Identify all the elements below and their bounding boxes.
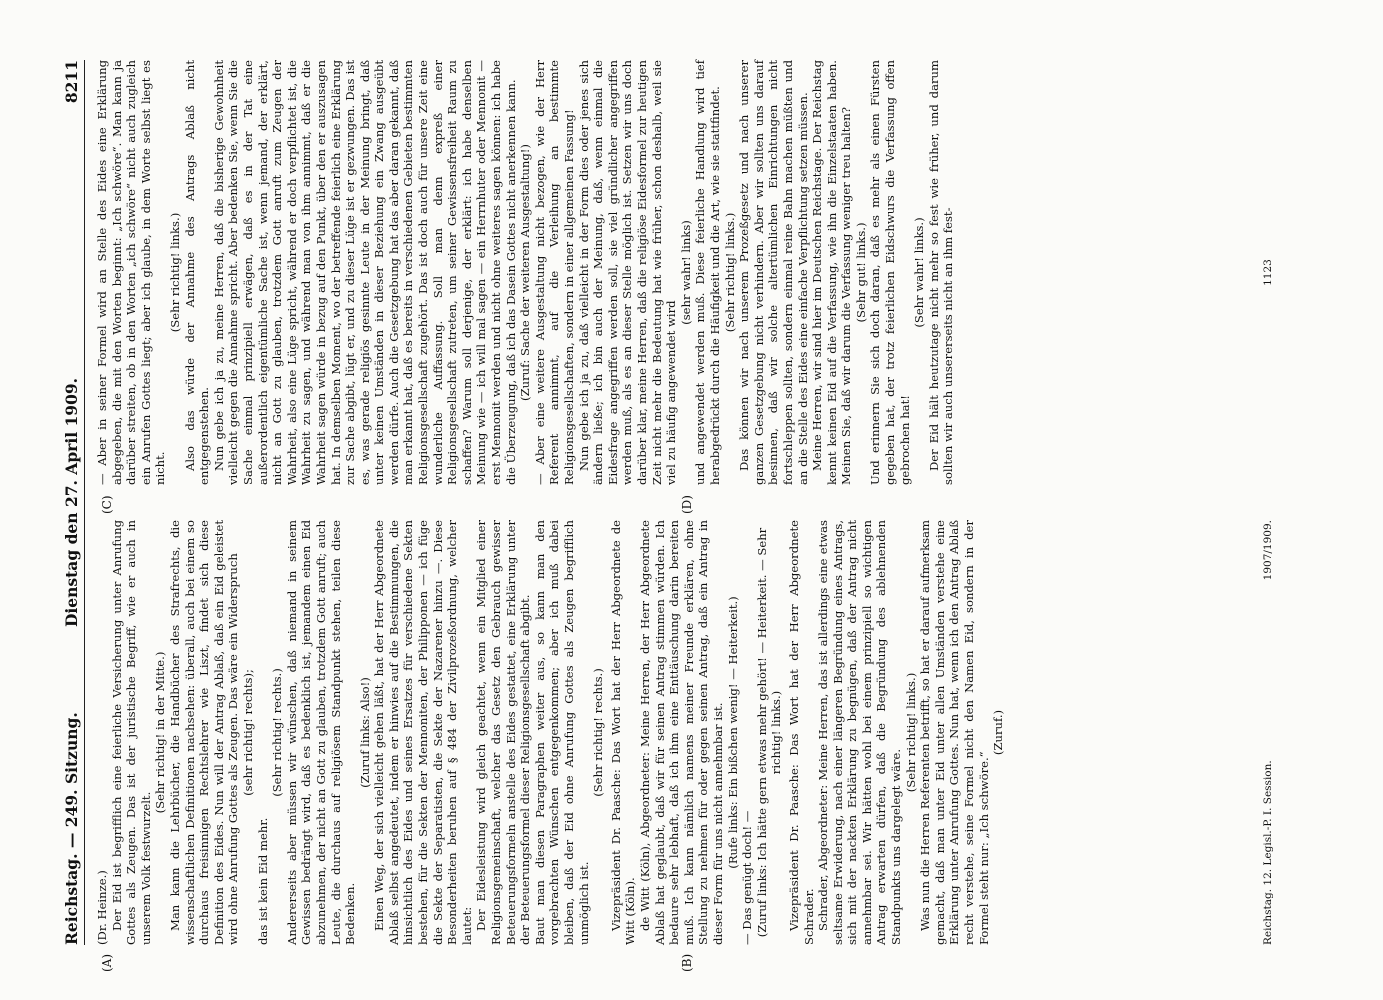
page-header bbox=[62, 60, 85, 945]
paragraph: Einen Weg, der sich vielleicht gehen läßt, hat der Herr Abgeordnete Ablaß selbst angedeutet, indem er hinwies auf die Bestimmungen, die hinsichtlich des Eides und seines Ersatzes für verschiedene Sekten bestehen, für die Sekten der Mennoniten, der Philipponen — ich füge die Sekte der Separatisten, die Sekte der Nazarener hinzu —. Diese Besonderheiten beruhen auf § 484 der Zivilprozeßordnung, welcher lautet: bbox=[372, 520, 474, 945]
paragraph: — Das genügt doch! — bbox=[740, 810, 755, 945]
paragraph: und angewendet werden muß. Diese feierliche Handlung wird tief herabgedrückt durch die Häufigkeit und die Art, wie sie stattfindet. bbox=[693, 60, 722, 485]
paragraph: Das können wir nach unserem Prozeßgesetz und nach unserer ganzen Gesetzgebung nicht verhindern. Aber wir sollten uns darauf besinnen, daß wir solche altertümlichen Einrichtungen nicht fortschleppen sollten, sondern einmal reine Bahn machen müßten und an die Stelle des Eides eine einfache Verpflichtung setzen müssen. bbox=[737, 60, 810, 485]
paragraph: (Sehr gut! links.) bbox=[853, 222, 868, 323]
paragraph: (Zuruf links: Also!) bbox=[357, 677, 372, 788]
paragraph: Und erinnern Sie sich doch daran, daß es mehr als einen Fürsten gegeben hat, der trotz feierlichen Eidschwurs die Verfassung offen gebrochen hat! bbox=[868, 60, 912, 485]
paragraph: Vizepräsident Dr. Paasche: Das Wort hat der Herr Abgeordnete Schrader. bbox=[786, 520, 816, 945]
paragraph: (Sehr richtig! rechts.) bbox=[270, 668, 285, 797]
paragraph: Andererseits aber müssen wir wünschen, daß niemand in seinem Gewissen bedrängt wird, daß es bedenklich ist, jemandem einen Eid abzunehmen, der nicht an Gott zu glauben, trotzdem Gott anruft; auch Leute, die durchaus auf religiösem Standpunkt stehen, teilen diese Bedenken. bbox=[284, 520, 358, 945]
paragraph: das ist kein Eid mehr. bbox=[255, 817, 270, 945]
paragraph: (Sehr richtig! in der Mitte.) bbox=[153, 651, 168, 814]
paragraph: (Sehr richtig! links.) bbox=[722, 212, 737, 333]
paragraph: Also das würde der Annahme des Antrags Ablaß nicht entgegenstehen. bbox=[182, 60, 212, 485]
paragraph: Der Eidesleistung wird gleich geachtet, wenn ein Mitglied einer Religionsgemeinschaft, welcher das Gesetz den Gebrauch gewisser Beteuerungsformeln anstelle des Eides gestattet, eine Erklärung unter der Beteuerungsformel dieser Religionsgesellschaft abgibt. bbox=[474, 520, 533, 945]
paragraph: (Sehr richtig! links.) bbox=[903, 672, 918, 793]
paragraph: Nun gebe ich ja zu, meine Herren, daß die bisherige Gewohnheit vielleicht gegen die Annahme spricht. Aber bedenken Sie, wenn Sie die Sache einmal prinzipiell erwägen, daß es in der Tat eine außerordentlich eigentümliche Sache ist, wenn jemand, der erklärt, nicht an Gott zu glauben, trotzdem Gott anruft zum Zeugen der Wahrheit, also eine Lüge spricht, während er doch verpflichtet ist, die Wahrheit zu sagen, und während man von ihm annimmt, daß er die Wahrheit sagen würde in bezug auf den Punkt, über den er auszusagen hat. In demselben Moment, wo der betreffende feierlich eine Erklärung zur Sache abgibt, lügt er, und zu dieser Lüge ist er gezwungen. Das ist es, was gerade religiös gesinnte Leute in der Meinung bringt, daß unter keinen Umständen in dieser Beziehung ein Zwang ausgeübt werden dürfe. Auch die Gesetzgebung hat das aber daran gekannt, daß man erkannt hat, daß es bereits in verschiedenen Gebieten bestimmten Religionsgesellschaft zugehört. Das ist doch auch für unsere Zeit eine wunderliche Auffassung. Soll man denn expreß einer Religionsgesellschaft zutreten, um seiner Gewissensfreiheit Raum zu schaffen? Warum soll derjenige, der erklärt: ich habe denselben Meinung wie — ich will mal sagen — ein Herrnhuter oder Mennonit — erst Mennonit werden und nicht ohne weiteres sagen können: ich habe die Überzeugung, daß ich das Dasein Gottes nicht anerkennen kann. bbox=[211, 60, 518, 485]
paragraph: (Zuruf: Sache der weiteren Ausgestaltung!) bbox=[518, 144, 533, 401]
paragraph: — Aber eine weitere Ausgestaltung nicht bezogen, wie der Herr Referent annimmt, auf die Verleihung an bestimmte Religionsgesellschaften, sondern in einer allgemeinen Fassung! bbox=[532, 60, 576, 485]
paragraph: Der Eid hält heutzutage nicht mehr so fest wie früher, und darum sollten wir auch unsererseits nicht an ihm fest- bbox=[926, 60, 956, 485]
page-number: 8211 bbox=[62, 60, 81, 104]
footer-sheet-number: 1123 bbox=[1262, 259, 1274, 286]
footer-legislature: Reichstag. 12. Legisl.-P. I. Session. bbox=[1262, 760, 1274, 945]
margin-marker-c: (C) bbox=[100, 495, 114, 514]
paragraph: Man kann die Lehrbücher, die Handbücher des Strafrechts, die wissenschaftlichen Definitionen nachsehen: überall, auch bei einem so durchaus freisinnigen Rechtslehrer wie Liszt, findet sich diese Definition des Eides. Nun will der Antrag Ablaß, daß ein Eid geleistet wird ohne Anrufung Gottes als Zeugen. Das wäre ein Widerspruch bbox=[167, 520, 241, 945]
paragraph: Was nun die Herren Referenten betrifft, so hat er darauf aufmerksam gemacht, daß man unter Eid unter allen Umständen verstehe eine Erklärung unter Anrufung Gottes. Nun hat, wenn ich den Antrag Ablaß recht verstehe, seine Formel nicht den Namen Eid, sondern in der Formel steht nur: „Ich schwöre.“ bbox=[918, 520, 991, 945]
header-date: Dienstag den 27. April 1909. bbox=[62, 377, 81, 628]
paragraph: (Rufe links: Ein bißchen wenig! — Heiterkeit.) bbox=[725, 596, 740, 869]
footer-session bbox=[1262, 520, 1274, 945]
left-text-column bbox=[95, 520, 1006, 945]
paragraph: (Sehr richtig! links.) bbox=[167, 212, 182, 333]
paragraph: (sehr richtig! rechts); bbox=[240, 669, 255, 796]
paragraph: de Witt (Köln), Abgeordneter: Meine Herren, der Herr Abgeordnete Ablaß hat geglaubt, daß wir für seinen Antrag stimmen würden. Ich bedaure sehr lebhaft, daß ich ihm eine Enttäuschung darin bereiten muß. Ich kann nämlich namens meiner Freunde erklären, ohne Stellung zu nehmen für oder gegen seinen Antrag, daß ein Antrag in dieser Form für uns nicht annehmbar ist. bbox=[637, 520, 725, 945]
paragraph: (Sehr wahr! links.) bbox=[912, 217, 927, 328]
footer-years: 1907/1909. bbox=[1262, 520, 1274, 581]
paragraph: (Zuruf links: Ich hätte gern etwas mehr gehört! — Heiterkeit. — Sehr richtig! links.) bbox=[754, 527, 784, 938]
paragraph: Schrader, Abgeordneter: Meine Herren, das ist allerdings eine etwas seltsame Erwiderung, nach einer längeren Begründung eines Antrags, sich mit der nackten Erklärung zu begnügen, daß der Antrag nicht annehmbar sei. Wir hätten wohl bei einem prinzipiell so wichtigen Antrag erwarten dürfen, daß die Begründung des ablehnenden Standpunkts uns dargelegt wäre. bbox=[816, 520, 904, 945]
header-left: Reichstag. — 249. Sitzung. bbox=[62, 712, 81, 945]
paragraph: (Dr. Heinze.) bbox=[95, 870, 109, 945]
paragraph: — Aber in seiner Formel wird an Stelle des Eides eine Erklärung abgegeben, die mit den Worten beginnt: „Ich schwöre“. Man kann ja darüber streiten, ob in den Worten „ich schwöre“ nicht auch zugleich ein Anrufen Gottes liegt; aber ich glaube, in dem Worte selbst liegt es nicht. bbox=[95, 60, 168, 485]
paragraph: Baut man diesen Paragraphen weiter aus, so kann man den vorgebrachten Wünschen entgegenkommen; aber ich muß dabei bleiben, daß der Eid ohne Anrufung Gottes als Zeugen begrifflich unmöglich ist. bbox=[532, 520, 591, 945]
margin-marker-a: (A) bbox=[100, 953, 114, 972]
margin-marker-d: (D) bbox=[680, 495, 694, 514]
margin-marker-b: (B) bbox=[680, 953, 694, 972]
paragraph: Vizepräsident Dr. Paasche: Das Wort hat der Herr Abgeordnete de Witt (Köln). bbox=[608, 520, 638, 945]
paragraph: Der Eid ist begrifflich eine feierliche Versicherung unter Anrufung Gottes als Zeugen. Das ist der juristische Begriff, wie er auch in unserem Volk festwurzelt. bbox=[109, 520, 153, 945]
paragraph: (sehr wahr! links) bbox=[678, 220, 693, 325]
right-text-column bbox=[95, 60, 956, 485]
paragraph: Meine Herren, wir sind hier im Deutschen Reichstage. Der Reichstag kennt keinen Eid auf die Verfassung, wie ihn die Einzelstaaten haben. Meinen Sie, daß wir darum die Verfassung weniger treu halten? bbox=[810, 60, 854, 485]
paragraph: Nun gebe ich ja zu, daß vielleicht in der Form dies oder jenes sich ändern ließe; ich bin auch der Meinung, daß, wenn einmal die Eidesfrage angegriffen werden soll, sie viel gründlicher angegriffen werden muß, als es an dieser Stelle möglich ist. Setzen wir uns doch darüber klar, meine Herren, daß die religiöse Eidesformel zur heutigen Zeit nicht mehr die Bedeutung hat wie früher, schon deshalb, weil sie viel zu häufig angewendet wird bbox=[576, 60, 679, 485]
paragraph: (Sehr richtig! rechts.) bbox=[591, 668, 606, 797]
paragraph: (Zuruf.) bbox=[991, 709, 1006, 756]
